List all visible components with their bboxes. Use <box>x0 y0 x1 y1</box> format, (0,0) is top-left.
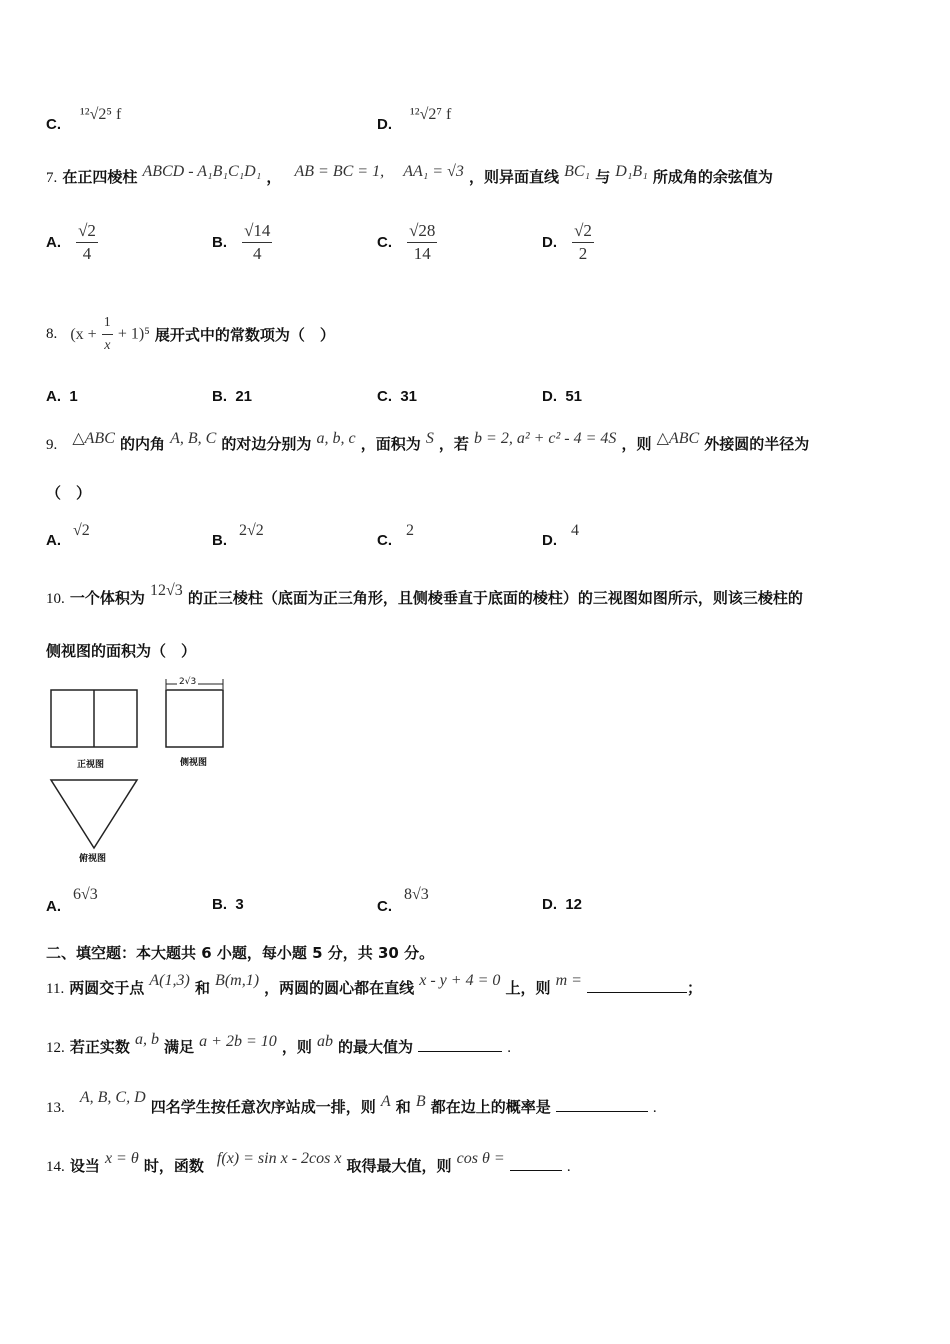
q6-option-d-label: D. <box>377 116 392 133</box>
q14-math-cos: cos θ = <box>456 1150 505 1167</box>
q9-math-condition: b = 2, a² + c² - 4 = 4S <box>474 430 617 447</box>
q9-text-2: 的对边分别为 <box>221 435 312 453</box>
q13-text-1: 四名学生按任意次序站成一排，则 <box>150 1098 376 1116</box>
q7-comma: ， <box>266 168 282 186</box>
q10-option-d[interactable]: D. 12 <box>542 896 583 913</box>
question-8-stem <box>46 312 335 357</box>
q12-text-1: 若正实数 <box>69 1038 130 1056</box>
q13-answer-blank[interactable] <box>556 1111 648 1112</box>
q9-text-4: ，若 <box>438 435 469 453</box>
question-number: 10. <box>46 591 65 607</box>
front-view-caption: 正视图 <box>77 760 105 770</box>
question-number: 8. <box>46 326 58 342</box>
q7-option-c[interactable] <box>377 220 437 265</box>
q9-math-triangle-2: △ABC <box>656 430 700 447</box>
q9-text-3: ，面积为 <box>360 435 421 453</box>
q12-text-2: 满足 <box>164 1038 195 1056</box>
q8-expr-pre: (x + <box>70 325 97 343</box>
q7-option-a[interactable] <box>46 220 98 265</box>
option-fraction: $\frac{√28}{14}$ <box>409 221 436 263</box>
question-number: 12. <box>46 1040 65 1056</box>
q7-text-4: 所成角的余弦值为 <box>652 168 773 186</box>
q14-end: . <box>566 1159 571 1175</box>
q14-text-2: 时，函数 <box>143 1157 204 1175</box>
q12-math-ab: a, b <box>134 1031 159 1048</box>
q10-math-volume: 12√3 <box>149 582 183 599</box>
q14-text-1: 设当 <box>69 1157 100 1175</box>
q14-text-3: 取得最大值，则 <box>346 1157 452 1175</box>
q14-math-function: f(x) = sin x - 2cos x <box>216 1150 342 1167</box>
question-number: 9. <box>46 437 58 453</box>
q11-answer-blank[interactable] <box>587 992 687 993</box>
q11-text-2: 和 <box>194 979 210 997</box>
q7-option-d[interactable] <box>542 220 594 265</box>
q8-option-a[interactable]: A. 1 <box>46 388 78 405</box>
q9-math-sides: a, b, c <box>316 430 356 447</box>
q11-math-m: m = <box>555 972 582 989</box>
q9-text-6: 外接圆的半径为 <box>704 435 810 453</box>
q9-option-b[interactable]: B.2√2 <box>212 522 264 549</box>
question-10-stem <box>46 582 803 608</box>
question-11-stem <box>46 972 703 998</box>
q14-math-theta: x = θ <box>104 1150 139 1167</box>
question-number: 11. <box>46 981 65 997</box>
side-view-caption: 侧视图 <box>180 758 208 768</box>
q11-text-3: ，两圆的圆心都在直线 <box>264 979 415 997</box>
q9-math-angles: A, B, C <box>170 430 217 447</box>
q6-option-c-label: C. <box>46 116 61 133</box>
q12-answer-blank[interactable] <box>418 1051 502 1052</box>
q7-text-1: 在正四棱柱 <box>62 168 138 186</box>
q8-option-c[interactable]: C. 31 <box>377 388 418 405</box>
q11-text-1: 两圆交于点 <box>69 979 145 997</box>
top-view-caption: 俯视图 <box>79 854 107 864</box>
option-fraction: $\frac{√14}{4}$ <box>244 221 271 263</box>
side-view-rect <box>166 690 223 747</box>
q8-option-d[interactable]: D. 51 <box>542 388 583 405</box>
q11-math-line: x - y + 4 = 0 <box>419 972 501 989</box>
q13-end: . <box>652 1100 657 1116</box>
q12-text-3: ，则 <box>281 1038 312 1056</box>
option-label: A. <box>46 234 61 251</box>
q9-math-s: S <box>425 430 434 447</box>
q9-option-c[interactable]: C.2 <box>377 522 414 549</box>
q10-option-a[interactable]: A.6√3 <box>46 886 98 915</box>
q13-math-a: A <box>380 1093 391 1110</box>
q7-math-aa1: AA₁ = √3 <box>403 163 464 180</box>
q7-text-3: 与 <box>595 168 611 186</box>
q13-text-2: 和 <box>395 1098 411 1116</box>
q11-math-b: B(m,1) <box>215 972 260 989</box>
q11-text-4: 上，则 <box>505 979 551 997</box>
question-7-stem <box>46 163 773 187</box>
side-view-dimension-label: 2√3 <box>179 677 197 687</box>
q9-option-a[interactable]: A.√2 <box>46 522 90 549</box>
question-13-stem <box>46 1089 657 1117</box>
q12-end: . <box>507 1040 511 1056</box>
question-14-stem <box>46 1150 571 1176</box>
top-view-triangle <box>51 780 137 848</box>
three-view-figure <box>46 676 236 866</box>
q7-math-d1b1: D₁B₁ <box>615 163 648 180</box>
q9-option-d[interactable]: D.4 <box>542 522 579 549</box>
q8-text: 展开式中的常数项为（ ） <box>154 326 335 344</box>
q9-math-triangle: △ABC <box>72 430 115 447</box>
q11-math-a: A(1,3) <box>149 972 190 989</box>
option-label: C. <box>377 234 392 251</box>
q10-option-c[interactable]: C.8√3 <box>377 886 429 915</box>
option-fraction: $\frac{√2}{2}$ <box>574 221 592 263</box>
q12-text-4: 的最大值为 <box>338 1038 414 1056</box>
q7-option-b[interactable] <box>212 220 272 265</box>
option-label: D. <box>542 234 557 251</box>
q8-expr-post: + 1)⁵ <box>117 325 150 343</box>
q7-math-prism: ABCD - A₁B₁C₁D₁ <box>142 163 262 180</box>
q12-math-constraint: a + 2b = 10 <box>199 1033 277 1050</box>
q13-text-3: 都在边上的概率是 <box>430 1098 551 1116</box>
section-2-heading: 二、填空题：本大题共 6 小题，每小题 5 分，共 30 分。 <box>46 944 435 962</box>
question-12-stem <box>46 1031 511 1057</box>
q12-math-product: ab <box>316 1033 333 1050</box>
q6-option-d-expr: ¹²√2⁷ f <box>410 106 452 123</box>
q10-text-3: 侧视图的面积为（ ） <box>46 642 197 660</box>
q7-math-bc1: BC₁ <box>564 163 591 180</box>
q8-option-b[interactable]: B. 21 <box>212 388 253 405</box>
q10-text-2: 的正三棱柱（底面为正三角形，且侧棱垂直于底面的棱柱）的三视图如图所示，则该三棱柱的 <box>187 589 803 607</box>
q13-math-students: A, B, C, D <box>79 1089 146 1106</box>
q7-math-ab: AB = BC = 1, <box>294 163 385 180</box>
q9-text-1: 的内角 <box>119 435 165 453</box>
q7-text-2: ，则异面直线 <box>468 168 559 186</box>
question-number: 14. <box>46 1159 65 1175</box>
q9-text-5: ，则 <box>621 435 652 453</box>
q9-answer-paren: （ ） <box>46 484 92 502</box>
q14-answer-blank[interactable] <box>510 1170 562 1171</box>
q10-text-1: 一个体积为 <box>69 589 145 607</box>
question-number: 13. <box>46 1100 65 1116</box>
q10-option-b[interactable]: B. 3 <box>212 896 244 913</box>
option-fraction: $\frac{√2}{4}$ <box>78 221 96 263</box>
q11-end: ； <box>687 979 703 997</box>
question-9-stem <box>46 430 810 454</box>
option-label: B. <box>212 234 227 251</box>
q13-math-b: B <box>415 1093 426 1110</box>
question-number: 7. <box>46 170 58 186</box>
q6-option-c-expr: ¹²√2⁵ f <box>80 106 122 123</box>
q8-expr-fraction: $\frac{1}{x}$ <box>102 312 113 357</box>
